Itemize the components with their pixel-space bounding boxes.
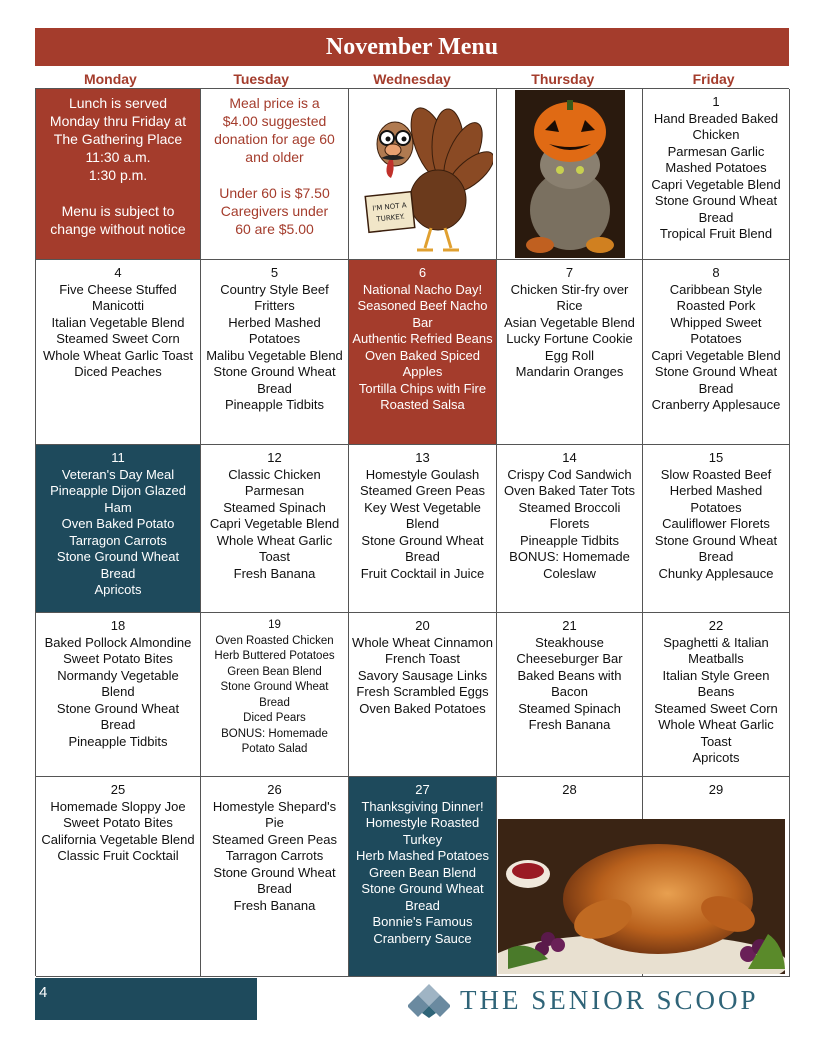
menu-item: National Nacho Day!	[362, 281, 483, 297]
day-number: 25	[110, 782, 126, 797]
menu-item: Caribbean Style Roasted Pork	[669, 281, 763, 313]
menu-item: Cranberry Applesauce	[651, 397, 781, 412]
day-number: 19	[268, 619, 281, 631]
menu-item: Fruit Cocktail in Juice	[360, 565, 485, 581]
menu-item: Oven Roasted Chicken	[215, 634, 334, 647]
day-cell-6	[349, 260, 497, 445]
price-info-cell	[201, 89, 349, 260]
menu-item: Pineapple Dijon Glazed Ham	[50, 483, 186, 515]
menu-item: Stone Ground Wheat Bread	[213, 864, 336, 896]
menu-item: Apricots	[692, 750, 740, 765]
menu-item: Fresh Banana	[233, 897, 316, 913]
menu-item: Savory Sausage Links	[357, 667, 488, 683]
day-cell-5	[201, 260, 349, 445]
turkey-cartoon-cell	[349, 89, 497, 260]
menu-item: Fresh Banana	[528, 717, 611, 732]
day-cell-19	[201, 613, 349, 777]
day-header-thursday: Thursday	[531, 71, 595, 87]
menu-item: Oven Baked Potatoes	[359, 700, 486, 716]
day-number: 1	[712, 94, 720, 109]
menu-item: Tarragon Carrots	[69, 532, 167, 548]
menu-item: Five Cheese Stuffed Manicotti	[59, 281, 177, 313]
menu-item: Capri Vegetable Blend	[651, 347, 781, 363]
menu-item: Steamed Sweet Corn	[654, 700, 778, 716]
diamond-logo-icon	[408, 982, 450, 1018]
notice-line: Menu is subject to	[61, 203, 175, 219]
day-number: 14	[562, 450, 577, 465]
menu-item: Pineapple Tidbits	[68, 733, 168, 749]
menu-item: Stone Ground Wheat Bread	[654, 193, 778, 225]
svg-text:I'M NOT A: I'M NOT A	[371, 200, 407, 213]
menu-item: Homestyle Shepard's Pie	[212, 798, 337, 830]
day-cell-1	[643, 89, 790, 260]
menu-item: Pineapple Tidbits	[519, 532, 619, 548]
day-header-friday: Friday	[692, 71, 735, 87]
menu-item: Oven Baked Tater Tots	[503, 483, 636, 498]
day-number: 28	[562, 782, 577, 797]
day-cell-18	[36, 613, 201, 777]
price-line: and older	[245, 149, 304, 165]
day-number: 22	[708, 618, 724, 633]
pumpkin-cat-icon	[515, 90, 625, 258]
menu-item: Thanksgiving Dinner!	[361, 798, 484, 814]
lunch-line: The Gathering Place	[53, 131, 183, 147]
footer-bar	[35, 978, 257, 1020]
menu-item: Fresh Scrambled Eggs	[356, 684, 489, 699]
day-number: 13	[415, 450, 430, 465]
day-cell-12	[201, 445, 349, 613]
brand-name: THE SENIOR SCOOP	[460, 984, 759, 1015]
menu-item: Malibu Vegetable Blend	[206, 347, 343, 363]
menu-item: Classic Chicken Parmesan	[228, 466, 321, 498]
menu-item: Stone Ground Wheat Bread	[56, 549, 180, 581]
menu-item: Stone Ground Wheat Bread	[213, 364, 336, 396]
menu-item: Authentic Refried Beans	[352, 331, 493, 346]
day-cell-4	[36, 260, 201, 445]
menu-item: Capri Vegetable Blend	[651, 176, 781, 192]
menu-item: Stone Ground Wheat Bread	[361, 532, 484, 564]
day-cell-14	[497, 445, 643, 613]
menu-item: Slow Roasted Beef	[660, 466, 772, 482]
price-line: donation for age 60	[214, 131, 335, 147]
day-number: 21	[562, 618, 577, 633]
day-cell-11	[36, 445, 201, 613]
menu-item: Lucky Fortune Cookie	[506, 331, 633, 346]
lunch-info-cell	[36, 89, 201, 260]
menu-item: Stone Ground Wheat Bread	[56, 700, 180, 732]
lunch-line: 11:30 a.m.	[85, 149, 151, 165]
price-under-line: Caregivers under	[220, 203, 329, 219]
menu-item: Whole Wheat Cinnamon French Toast	[352, 634, 493, 666]
menu-item: Homestyle Goulash	[365, 466, 480, 482]
day-cell-25	[36, 777, 201, 977]
menu-item: Mandarin Oranges	[515, 364, 624, 379]
menu-item: Italian Style Green Beans	[662, 667, 770, 699]
pumpkin-cat-photo	[515, 90, 625, 258]
day-number: 29	[708, 782, 724, 797]
menu-item: Diced Pears	[243, 712, 306, 724]
menu-item: Fresh Banana	[233, 565, 316, 581]
day-number: 11	[111, 450, 125, 465]
day-number: 18	[110, 618, 126, 633]
day-cell-26	[201, 777, 349, 977]
menu-item: Oven Baked Spiced Apples	[365, 347, 480, 379]
menu-item: Capri Vegetable Blend	[209, 516, 340, 531]
menu-item: Classic Fruit Cocktail	[57, 848, 179, 863]
day-header-monday: Monday	[83, 71, 137, 87]
brand-logo	[408, 982, 759, 1018]
menu-item: Green Bean Blend	[369, 864, 476, 880]
roast-turkey-icon	[498, 819, 785, 974]
menu-item: Seasoned Beef Nacho Bar	[357, 298, 488, 330]
day-header-wednesday: Wednesday	[373, 71, 451, 87]
page-number: 4	[39, 984, 48, 1001]
menu-item: Whipped Sweet Potatoes	[670, 314, 762, 346]
day-cell-20	[349, 613, 497, 777]
menu-item: Steamed Broccoli Florets	[518, 499, 621, 531]
svg-text:TURKEY.: TURKEY.	[375, 212, 405, 223]
menu-item: Normandy Vegetable Blend	[57, 667, 179, 699]
menu-item: Green Bean Blend	[227, 665, 322, 678]
price-under-line: Under 60 is $7.50	[219, 185, 330, 201]
day-cell-27	[349, 777, 497, 977]
roast-turkey-photo	[498, 819, 785, 974]
menu-item: Steamed Spinach	[518, 700, 621, 716]
day-cell-13	[349, 445, 497, 613]
day-header-tuesday: Tuesday	[233, 71, 290, 87]
price-under-line: 60 are $5.00	[235, 221, 314, 237]
price-line: $4.00 suggested	[222, 113, 327, 129]
menu-item: Steamed Green Peas	[211, 831, 338, 847]
menu-item: Homestyle Roasted Turkey	[365, 815, 480, 847]
menu-item: Stone Ground Wheat Bread	[361, 881, 484, 913]
day-headers	[35, 70, 789, 88]
menu-item: Country Style Beef Fritters	[220, 281, 329, 313]
day-number: 20	[415, 618, 430, 633]
lunch-line: 1:30 p.m.	[88, 167, 148, 183]
day-number: 8	[712, 265, 720, 280]
menu-item: Baked Beans with Bacon	[517, 667, 622, 699]
menu-item: Italian Vegetable Blend	[51, 314, 185, 330]
menu-item: Asian Vegetable Blend	[504, 314, 635, 330]
menu-item: Stone Ground Wheat Bread	[654, 364, 778, 396]
day-number: 12	[267, 450, 282, 465]
day-number: 4	[114, 265, 122, 280]
day-number: 6	[418, 265, 427, 280]
day-number: 7	[565, 265, 574, 280]
menu-item: Whole Wheat Garlic Toast	[216, 532, 333, 564]
menu-item: Steamed Green Peas	[359, 483, 486, 498]
menu-item: Bonnie's Famous Cranberry Sauce	[372, 914, 473, 946]
menu-item: Cauliflower Florets	[662, 516, 770, 531]
menu-item: Tortilla Chips with Fire Roasted Salsa	[358, 380, 487, 412]
price-line: Meal price is a	[229, 95, 320, 111]
day-number: 5	[270, 265, 279, 280]
day-cell-8	[643, 260, 790, 445]
day-cell-7	[497, 260, 643, 445]
menu-item: Stone Ground Wheat Bread	[654, 532, 778, 564]
day-number: 15	[708, 450, 724, 465]
menu-item: Baked Pollock Almondine	[44, 634, 192, 650]
day-number: 27	[415, 782, 430, 797]
menu-item: Herbed Mashed Potatoes	[228, 314, 321, 346]
menu-item: Diced Peaches	[74, 364, 162, 379]
menu-item: Sweet Potato Bites	[63, 815, 173, 830]
menu-item: Herb Buttered Potatoes	[214, 650, 335, 662]
menu-item: California Vegetable Blend	[41, 831, 195, 847]
menu-item: Steakhouse Cheeseburger Bar	[516, 634, 623, 666]
day-cell-22	[643, 613, 790, 777]
lunch-line: Monday thru Friday at	[49, 113, 187, 129]
page-title: November Menu	[35, 28, 789, 66]
day-number: 26	[267, 782, 282, 797]
menu-item: Egg Roll	[544, 347, 595, 363]
menu-item: Spaghetti & Italian Meatballs	[663, 634, 769, 666]
notice-line: change without notice	[50, 221, 186, 237]
menu-item: Homemade Sloppy Joe	[50, 798, 186, 814]
menu-item: Whole Wheat Garlic Toast	[658, 717, 774, 749]
menu-item: Veteran's Day Meal	[61, 466, 175, 482]
menu-item: Tarragon Carrots	[225, 848, 324, 863]
menu-item: Key West Vegetable Blend	[364, 499, 481, 531]
menu-item: Steamed Spinach	[223, 499, 326, 515]
day-cell-21	[497, 613, 643, 777]
menu-item: BONUS: Homemade Coleslaw	[509, 549, 630, 581]
menu-item: Chunky Applesauce	[658, 565, 774, 581]
turkey-cartoon-illustration	[353, 92, 493, 257]
pumpkin-cat-photo-cell	[497, 89, 643, 260]
menu-item: Whole Wheat Garlic Toast	[42, 347, 194, 363]
menu-item: Stone Ground Wheat Bread	[220, 681, 329, 709]
menu-item: Oven Baked Potato	[61, 516, 175, 531]
menu-item: Herbed Mashed Potatoes	[669, 483, 763, 515]
menu-item: Steamed Sweet Corn	[56, 331, 180, 346]
menu-item: Hand Breaded Baked Chicken	[653, 110, 779, 142]
menu-item: BONUS: Homemade Potato Salad	[221, 727, 328, 755]
lunch-line: Lunch is served	[68, 95, 168, 111]
menu-item: Pineapple Tidbits	[224, 397, 324, 412]
menu-item: Apricots	[94, 582, 142, 597]
menu-item: Herb Mashed Potatoes	[356, 848, 489, 863]
menu-item: Sweet Potato Bites	[63, 651, 173, 666]
menu-item: Parmesan Garlic Mashed Potatoes	[665, 143, 767, 175]
menu-item: Crispy Cod Sandwich	[507, 466, 632, 482]
menu-item: Tropical Fruit Blend	[659, 226, 773, 241]
menu-item: Chicken Stir-fry over Rice	[510, 281, 629, 313]
day-cell-15	[643, 445, 790, 613]
